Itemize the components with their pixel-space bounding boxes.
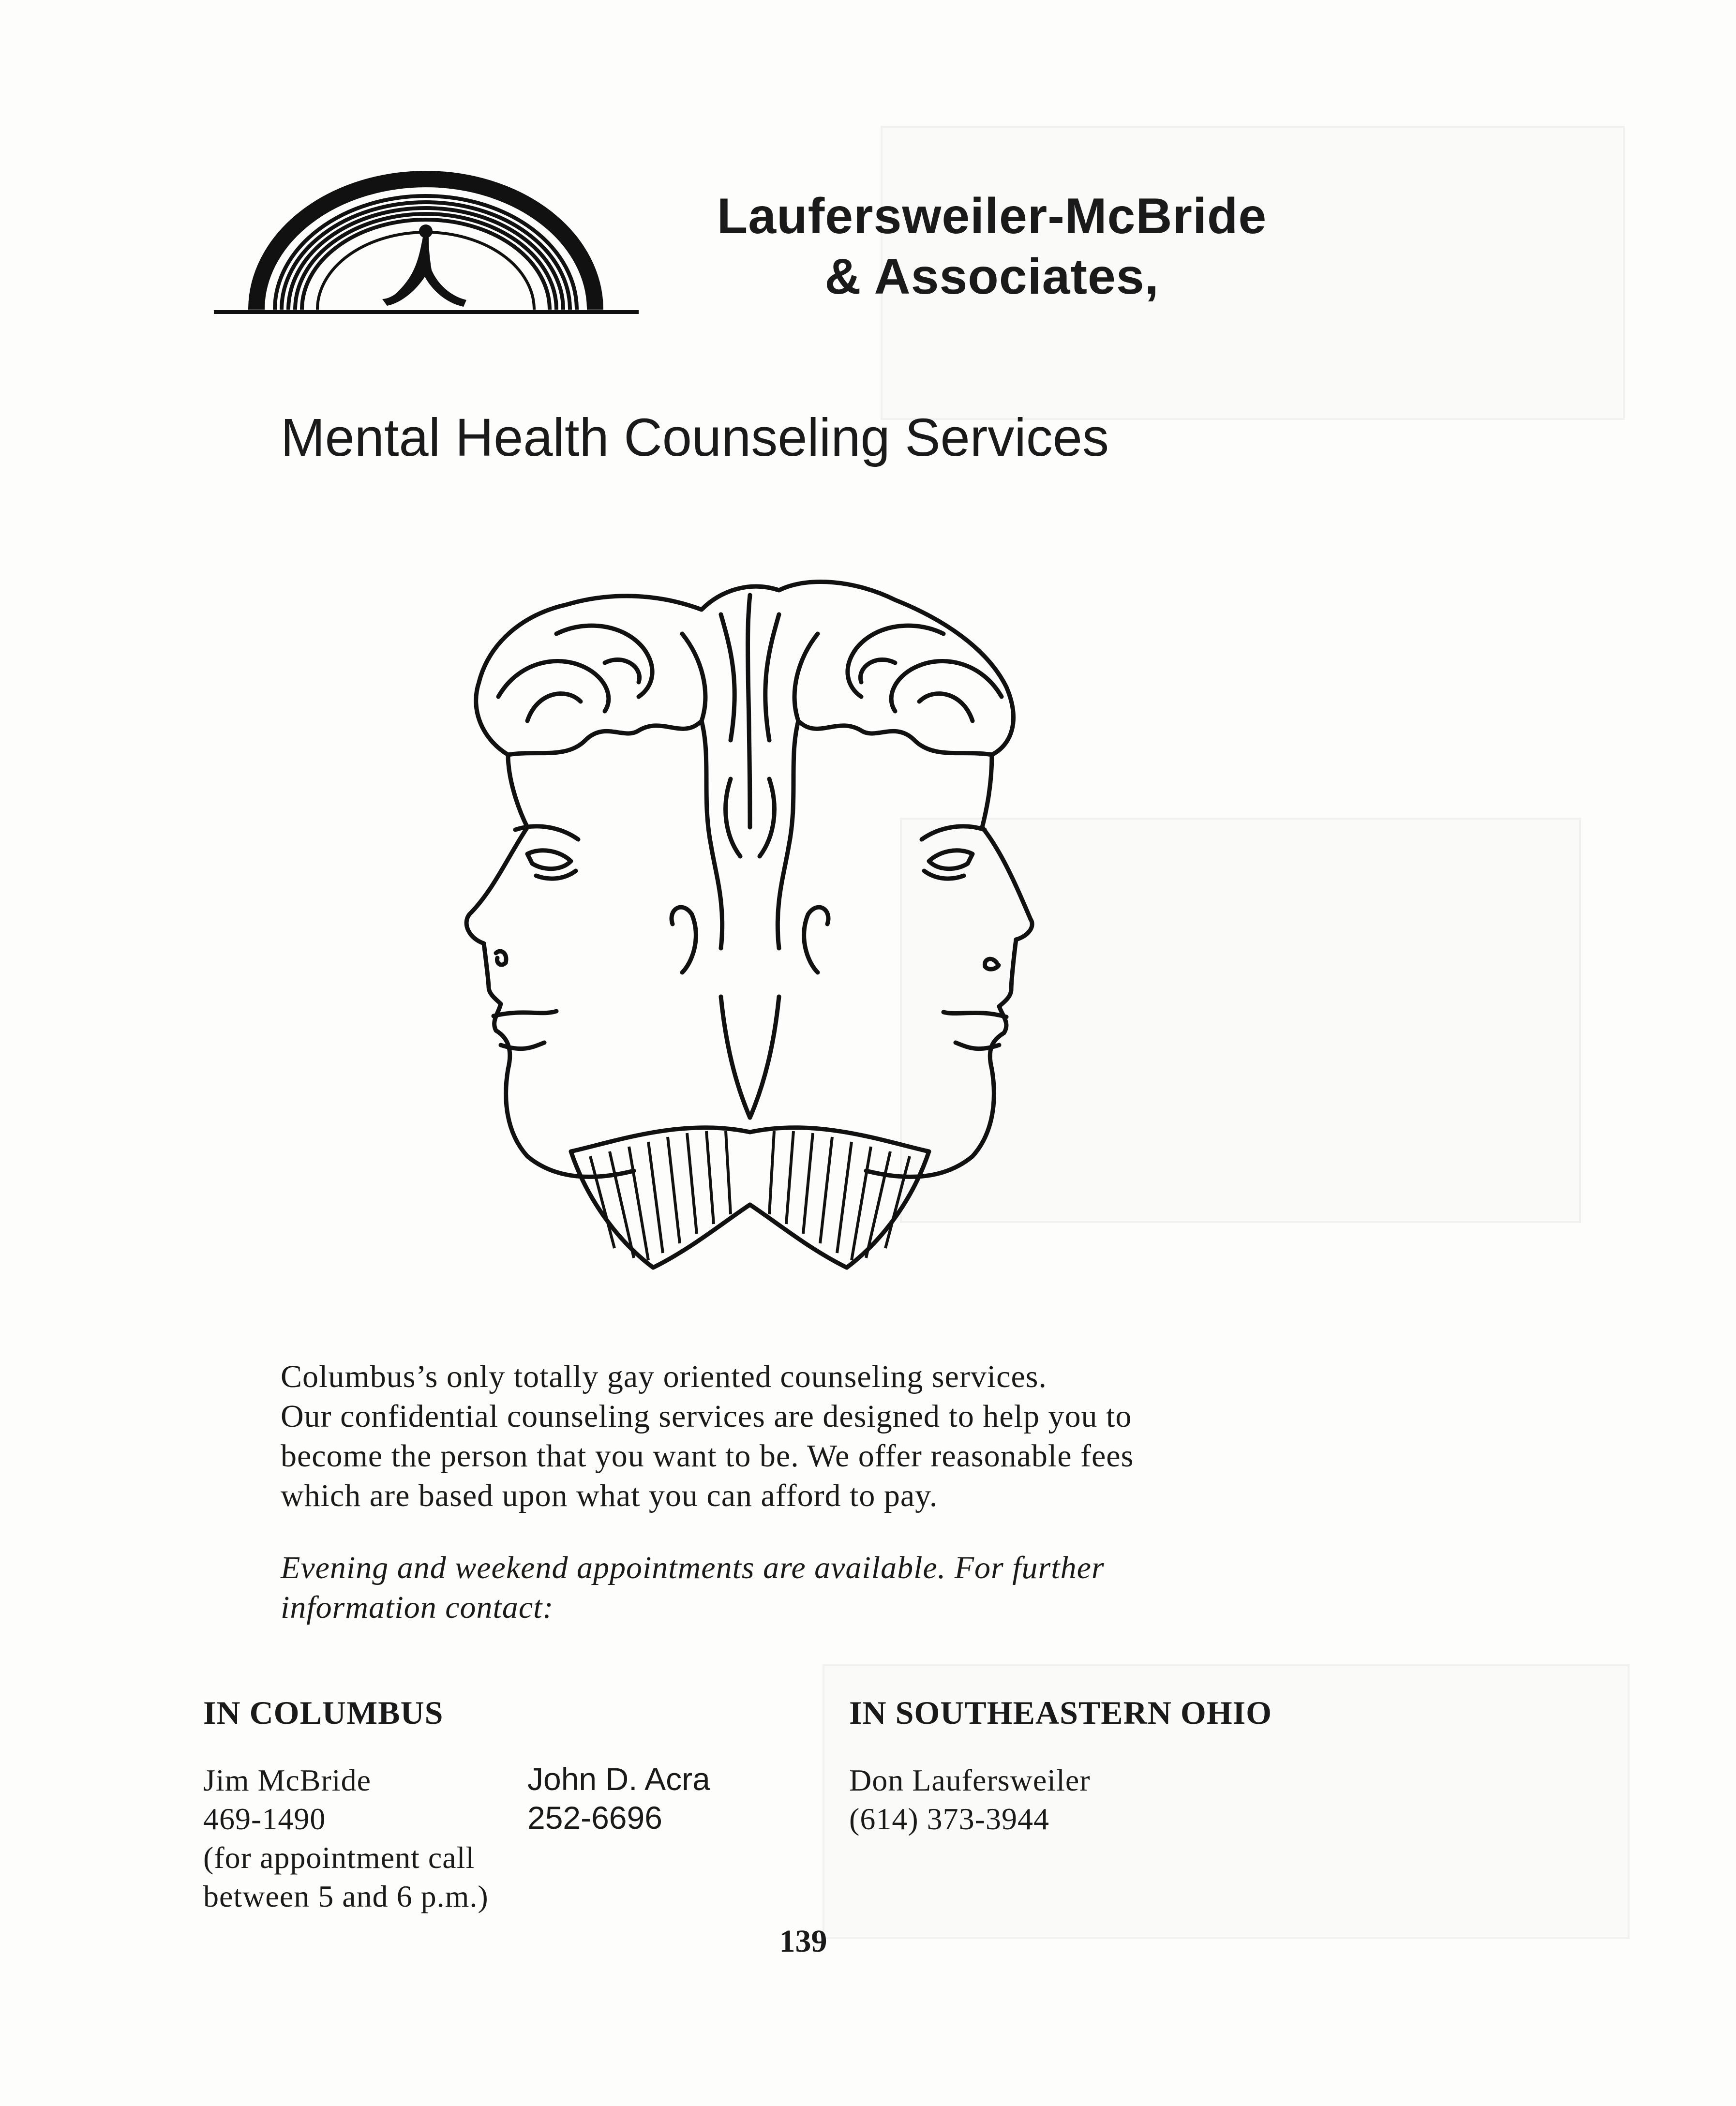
description-line: which are based upon what you can afford to pay.: [281, 1478, 938, 1513]
firm-name: [648, 186, 1335, 307]
contact-don-laufersweiler: [849, 1761, 1091, 1838]
contact-name: Jim McBride: [203, 1763, 371, 1797]
contact-phone: 469-1490: [203, 1802, 326, 1836]
contact-name: Don Laufersweiler: [849, 1763, 1091, 1797]
availability-line: information contact:: [281, 1590, 554, 1625]
description-line: Columbus’s only totally gay oriented counseling services.: [281, 1359, 1047, 1394]
availability-note: [281, 1548, 1248, 1628]
description-line: Our confidential counseling services are designed to help you to: [281, 1399, 1132, 1434]
contact-name: John D. Acra: [527, 1761, 710, 1797]
availability-line: Evening and weekend appointments are available. For further: [281, 1550, 1105, 1585]
contact-note: between 5 and 6 p.m.): [203, 1879, 489, 1913]
contact-note: (for appointment call: [203, 1840, 475, 1875]
page-number: 139: [779, 1924, 827, 1959]
description-line: become the person that you want to be. We offer reasonable fees: [281, 1438, 1134, 1474]
contact-jim-mcbride: [203, 1761, 489, 1916]
service-title: Mental Health Counseling Services: [281, 408, 1109, 467]
description-paragraph: [281, 1357, 1345, 1516]
contact-john-acra: [527, 1760, 710, 1837]
southeast-heading: IN SOUTHEASTERN OHIO: [849, 1694, 1272, 1731]
contact-phone: (614) 373-3944: [849, 1802, 1049, 1836]
two-faced-profile-illustration: [411, 537, 1089, 1297]
columbus-heading: IN COLUMBUS: [203, 1694, 444, 1731]
rainbow-figure-icon: [208, 169, 644, 319]
firm-name-line1: Laufersweiler-McBride: [717, 188, 1267, 244]
contact-phone: 252-6696: [527, 1800, 662, 1836]
firm-name-line2: & Associates,: [824, 249, 1159, 305]
